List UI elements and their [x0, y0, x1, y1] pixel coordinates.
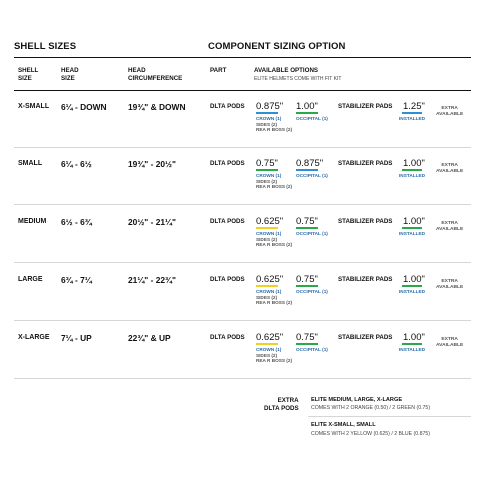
elite-small-title: ELITE X-SMALL, SMALL: [311, 422, 376, 428]
crown-count: CROWN (1): [256, 231, 282, 236]
fit-kit-note: ELITE HELMETS COME WITH FIT KIT: [254, 76, 342, 82]
shell-sizes-heading: SHELL SIZES: [14, 41, 77, 52]
occipital-count: OCCIPITAL (1): [296, 347, 328, 352]
option-2-color-bar: [296, 285, 318, 287]
sides-count: SIDES (2): [256, 121, 278, 127]
option-2-color-bar: [296, 112, 318, 114]
stabilizer-value: 1.00": [403, 332, 425, 343]
row-divider: [14, 262, 471, 263]
stabilizer-color-bar: [402, 343, 422, 345]
elite-small-contents: COMES WITH 2 YELLOW (0.625) / 2 BLUE (0.875): [311, 431, 430, 437]
extra-available-label: EXTRA AVAILABLE: [436, 106, 464, 117]
extra-dlta-pods-label: EXTRA DLTA PODS: [264, 397, 299, 412]
stabilizer-value: 1.25": [403, 101, 425, 112]
installed-label: INSTALLED: [399, 116, 425, 121]
installed-label: INSTALLED: [399, 289, 425, 294]
stabilizer-pads-label: STABILIZER PADS: [338, 334, 393, 341]
head-size-cell: 7¼ - UP: [61, 333, 92, 343]
part-cell: DLTA PODS: [210, 103, 245, 110]
head-circumference-cell: 21¼" - 22¾": [128, 275, 176, 285]
col-head-size: HEAD SIZE: [61, 67, 79, 82]
stabilizer-color-bar: [402, 227, 422, 229]
stabilizer-pads-label: STABILIZER PADS: [338, 103, 393, 110]
stabilizer-pads-label: STABILIZER PADS: [338, 276, 393, 283]
option-1-value: 0.875": [256, 101, 284, 112]
installed-label: INSTALLED: [399, 173, 425, 178]
crown-count: CROWN (1): [256, 347, 282, 352]
shell-size-cell: MEDIUM: [18, 218, 47, 225]
crown-count: CROWN (1): [256, 289, 282, 294]
col-shell-size: SHELL SIZE: [18, 67, 39, 82]
rear-boss-count: REA R BOSS (2): [256, 127, 293, 132]
row-divider: [14, 378, 471, 379]
shell-size-cell: LARGE: [18, 276, 43, 283]
extra-available-label: EXTRA AVAILABLE: [436, 221, 464, 232]
option-2-color-bar: [296, 227, 318, 229]
head-circumference-cell: 19¾" & DOWN: [128, 102, 186, 112]
component-sizing-heading: COMPONENT SIZING OPTION: [208, 41, 346, 52]
shell-size-cell: X-SMALL: [18, 103, 50, 110]
sides-count: SIDES (2): [256, 236, 278, 242]
head-circumference-cell: 19¾" - 20½": [128, 159, 176, 169]
sides-count: SIDES (2): [256, 178, 278, 184]
extra-available-label: EXTRA AVAILABLE: [436, 163, 464, 174]
stabilizer-value: 1.00": [403, 274, 425, 285]
extra-available-label: EXTRA AVAILABLE: [436, 279, 464, 290]
option-2-value: 0.75": [296, 274, 318, 285]
row-divider: [14, 204, 471, 205]
option-1-color-bar: [256, 227, 278, 229]
header-divider: [14, 90, 471, 91]
shell-size-cell: SMALL: [18, 160, 43, 167]
sides-count: SIDES (2): [256, 352, 278, 358]
option-1-color-bar: [256, 285, 278, 287]
elite-large-title: ELITE MEDIUM, LARGE, X-LARGE: [311, 397, 403, 403]
installed-label: INSTALLED: [399, 231, 425, 236]
option-2-value: 0.75": [296, 332, 318, 343]
elite-large-contents: COMES WITH 2 ORANGE (0.50) / 2 GREEN (0.75): [311, 405, 431, 411]
row-divider: [14, 320, 471, 321]
row-divider: [14, 147, 471, 148]
sides-count: SIDES (2): [256, 294, 278, 300]
rear-boss-count: REA R BOSS (2): [256, 358, 293, 363]
stabilizer-pads-label: STABILIZER PADS: [338, 160, 393, 167]
shell-size-cell: X-LARGE: [18, 334, 50, 341]
option-1-color-bar: [256, 112, 278, 114]
extra-available-label: EXTRA AVAILABLE: [436, 337, 464, 348]
option-2-value: 0.875": [296, 158, 324, 169]
col-available-options: AVAILABLE OPTIONS: [254, 67, 319, 74]
occipital-count: OCCIPITAL (1): [296, 289, 328, 294]
top-divider: [14, 57, 471, 58]
head-size-cell: 6¾ - 7¼: [61, 275, 92, 285]
rear-boss-count: REA R BOSS (2): [256, 300, 293, 305]
stabilizer-value: 1.00": [403, 158, 425, 169]
option-1-color-bar: [256, 169, 278, 171]
col-head-circumference: HEAD CIRCUMFERENCE: [128, 67, 183, 82]
option-1-color-bar: [256, 343, 278, 345]
option-1-value: 0.625": [256, 216, 284, 227]
stabilizer-pads-label: STABILIZER PADS: [338, 218, 393, 225]
footer-divider: [308, 416, 471, 417]
head-circumference-cell: 22¾" & UP: [128, 333, 171, 343]
occipital-count: OCCIPITAL (1): [296, 173, 328, 178]
option-2-color-bar: [296, 343, 318, 345]
head-size-cell: 6¼ - 6½: [61, 159, 92, 169]
option-2-value: 0.75": [296, 216, 318, 227]
option-1-value: 0.625": [256, 332, 284, 343]
stabilizer-color-bar: [402, 285, 422, 287]
stabilizer-color-bar: [402, 169, 422, 171]
head-size-cell: 6½ - 6¾: [61, 217, 92, 227]
rear-boss-count: REA R BOSS (2): [256, 242, 293, 247]
occipital-count: OCCIPITAL (1): [296, 231, 328, 236]
installed-label: INSTALLED: [399, 347, 425, 352]
part-cell: DLTA PODS: [210, 276, 245, 283]
stabilizer-color-bar: [402, 112, 422, 114]
part-cell: DLTA PODS: [210, 334, 245, 341]
rear-boss-count: REA R BOSS (2): [256, 184, 293, 189]
option-2-value: 1.00": [296, 101, 318, 112]
part-cell: DLTA PODS: [210, 218, 245, 225]
option-2-color-bar: [296, 169, 318, 171]
occipital-count: OCCIPITAL (1): [296, 116, 328, 121]
crown-count: CROWN (1): [256, 173, 282, 178]
option-1-value: 0.75": [256, 158, 278, 169]
stabilizer-value: 1.00": [403, 216, 425, 227]
col-part: PART: [210, 67, 227, 74]
head-circumference-cell: 20½" - 21¼": [128, 217, 176, 227]
crown-count: CROWN (1): [256, 116, 282, 121]
option-1-value: 0.625": [256, 274, 284, 285]
part-cell: DLTA PODS: [210, 160, 245, 167]
head-size-cell: 6¼ - DOWN: [61, 102, 107, 112]
